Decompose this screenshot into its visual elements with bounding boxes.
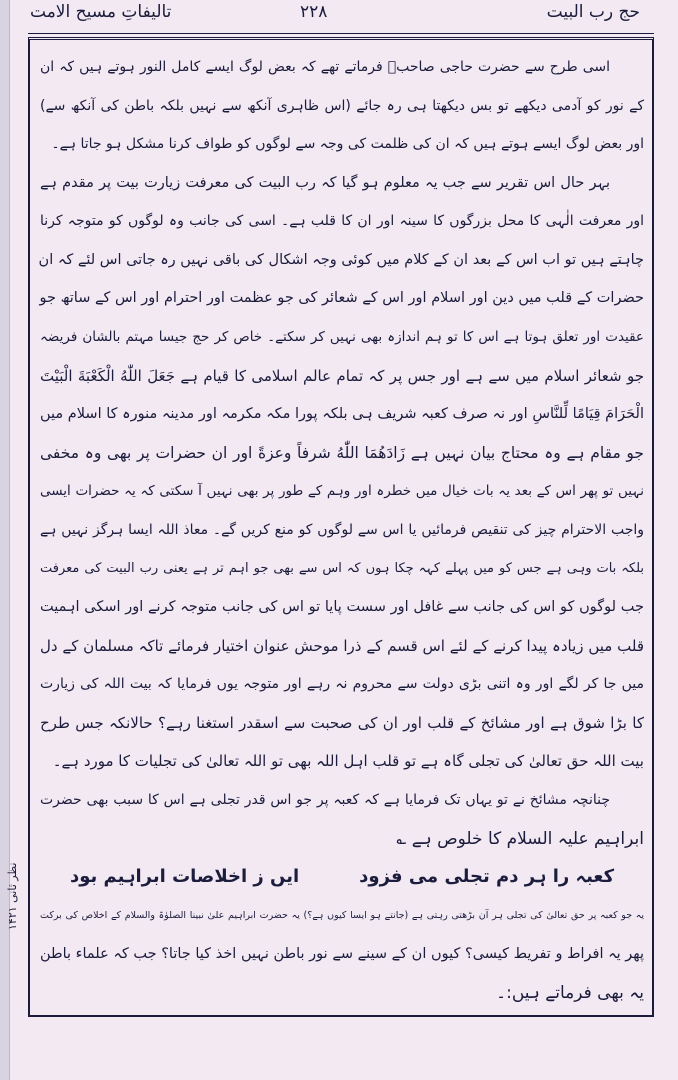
text-line: حضرات کے قلب میں دین اور اسلام اور اس کے شعائر کی جو عظمت اور احترام اور اس کے ساتھ جو xyxy=(39,290,644,307)
couplet-first-hemistich: کعبہ را ہر دم تجلی می فزود xyxy=(359,866,615,888)
text-line: بیت اللہ حق تعالیٰ کی تجلی گاہ ہے تو قلب اہل اللہ بھی تو اللہ تعالیٰ کی تجلیات کا مورد ہے۔ xyxy=(52,752,644,771)
text-line: اور معرفت الٰہی کا محل بزرگوں کا سینہ اور ان کا قلب ہے۔ اسی کی جانب وہ لوگوں کو متوجہ کرنا xyxy=(40,213,644,230)
text-line: کے نور کو آدمی دیکھے تو بس دیکھتا ہی رہ جائے (اس ظاہری آنکھ سے نہیں بلکہ باطن کی آنکھ سے) xyxy=(40,97,644,114)
text-line: جو مقام ہے وہ محتاج بیان نہیں ہے زَادَهُمَا اللّٰهُ شرفاً وعزةً اور ان حضرات پر بھی وہ مخفی xyxy=(40,443,644,462)
header-rule xyxy=(28,33,654,34)
text-line: چنانچہ مشائخ نے تو یہاں تک فرمایا ہے کہ کعبہ پر جو اس قدر تجلی ہے اس کا سبب بھی حضرت xyxy=(40,791,610,808)
text-line: پھر یہ افراط و تفریط کیسی؟ کیوں ان کے سینے سے نور باطن نہیں اخذ کیا جاتا؟ جب کہ علماء باطن xyxy=(40,946,644,963)
text-line: چاہتے ہیں تو اب اس کے بعد ان کے کلام میں کوئی وجہ اشکال کی باقی نہیں رہ جاتی اس لئے کہ ان xyxy=(38,251,644,268)
page-number: ۲۲۸ xyxy=(300,2,328,22)
running-title: حج رب البیت xyxy=(546,2,640,22)
persian-couplet xyxy=(40,860,644,894)
text-line: یہ بھی فرماتے ہیں:۔ xyxy=(496,982,644,1003)
text-line: جب لوگوں کو اس کی جانب سے غافل اور سست پایا تو اس کی جانب متوجہ کرنے اور اسکی اہمیت xyxy=(40,599,644,616)
text-line: عقیدت اور تعلق ہوتا ہے اس کا تو ہم اندازہ بھی نہیں کر سکتے۔ خاص کر حج جیسا مہتم بالشان فریضہ xyxy=(40,329,644,346)
text-line: واجب الاحترام چیز کی تنقیص فرمائیں یا اس سے لوگوں کو منع کریں گے۔ معاذ اللہ ایسا ہرگز نہیں ہے xyxy=(40,521,644,538)
text-line: میں جا کر لگے اور وہ اتنی بڑی دولت سے محروم نہ رہے اور متوجہ یوں فرمایا کہ بیت اللہ کی زیارت xyxy=(40,676,644,693)
text-line: ابراہیم علیہ السلام کا خلوص ہے ؎ xyxy=(396,828,644,849)
text-line: نہیں تو پھر اس کے بعد یہ بات خیال میں خطرہ اور وہم کے طور پر بھی نہیں آ سکتی کہ یہ حضرات ایسی xyxy=(40,483,644,500)
margin-note: نظر ثانی ۱۴۲۱ xyxy=(6,862,19,930)
text-line: قلب میں زیادہ پیدا کرنے کے لئے اس قسم کے ذرا موحش عنوان اختیار فرمائے تاکہ مسلمان کے دل xyxy=(40,636,644,655)
text-line: کا بڑا شوق ہے اور مشائخ کے قلب اور ان کی صحبت سے اسقدر استغنا رہے؟ حالانکہ جس طرح xyxy=(40,713,644,732)
text-line: اسی طرح سے حضرت حاجی صاحبؒ فرماتے تھے کہ بعض لوگ ایسے کامل النور ہوتے ہیں کہ ان xyxy=(40,59,610,75)
page-body xyxy=(40,50,644,1010)
text-line: الْحَرَامَ قِيَامًا لِّلنَّاسِ اور نہ صرف کعبہ شریف ہی بلکہ پورا مکہ مکرمہ اور مدینہ منورہ کا اسلام میں xyxy=(40,406,644,423)
text-line: اور بعض لوگ ایسے ہوتے ہیں کہ ان کی ظلمت کی وجہ سے لوگوں کو طواف کرنا مشکل ہو جاتا ہے۔ xyxy=(51,136,644,153)
text-line: جو شعائر اسلام میں سے ہے اور جس پر کہ تمام عالم اسلامی کا قیام ہے جَعَلَ اللّٰهُ الْكَعْبَةَ الْبَيْتَ xyxy=(40,366,644,385)
text-line: بہر حال اس تقریر سے جب یہ معلوم ہو گیا کہ رب البیت کی معرفت زیارت بیت پر مقدم ہے xyxy=(40,174,610,191)
text-line: بلکہ بات وہی ہے جس کو میں پہلے کہہ چکا ہوں کہ اس سے بھی جو اہم تر ہے یعنی رب البیت کی معرفت xyxy=(40,560,644,576)
book-title: تالیفاتِ مسیح الامت xyxy=(30,2,172,22)
couplet-translation: یہ جو کعبہ پر حق تعالیٰ کی تجلی ہر آن بڑھتی رہتی ہے (جانتے ہو ایسا کیوں ہے؟) یہ حضرت ابراہیم علیٰ نبینا الصلوٰۃ والسلام کے اخلاص کی برکت xyxy=(40,909,644,921)
couplet-second-hemistich: ایں ز اخلاصات ابراہیم بود xyxy=(69,866,300,888)
